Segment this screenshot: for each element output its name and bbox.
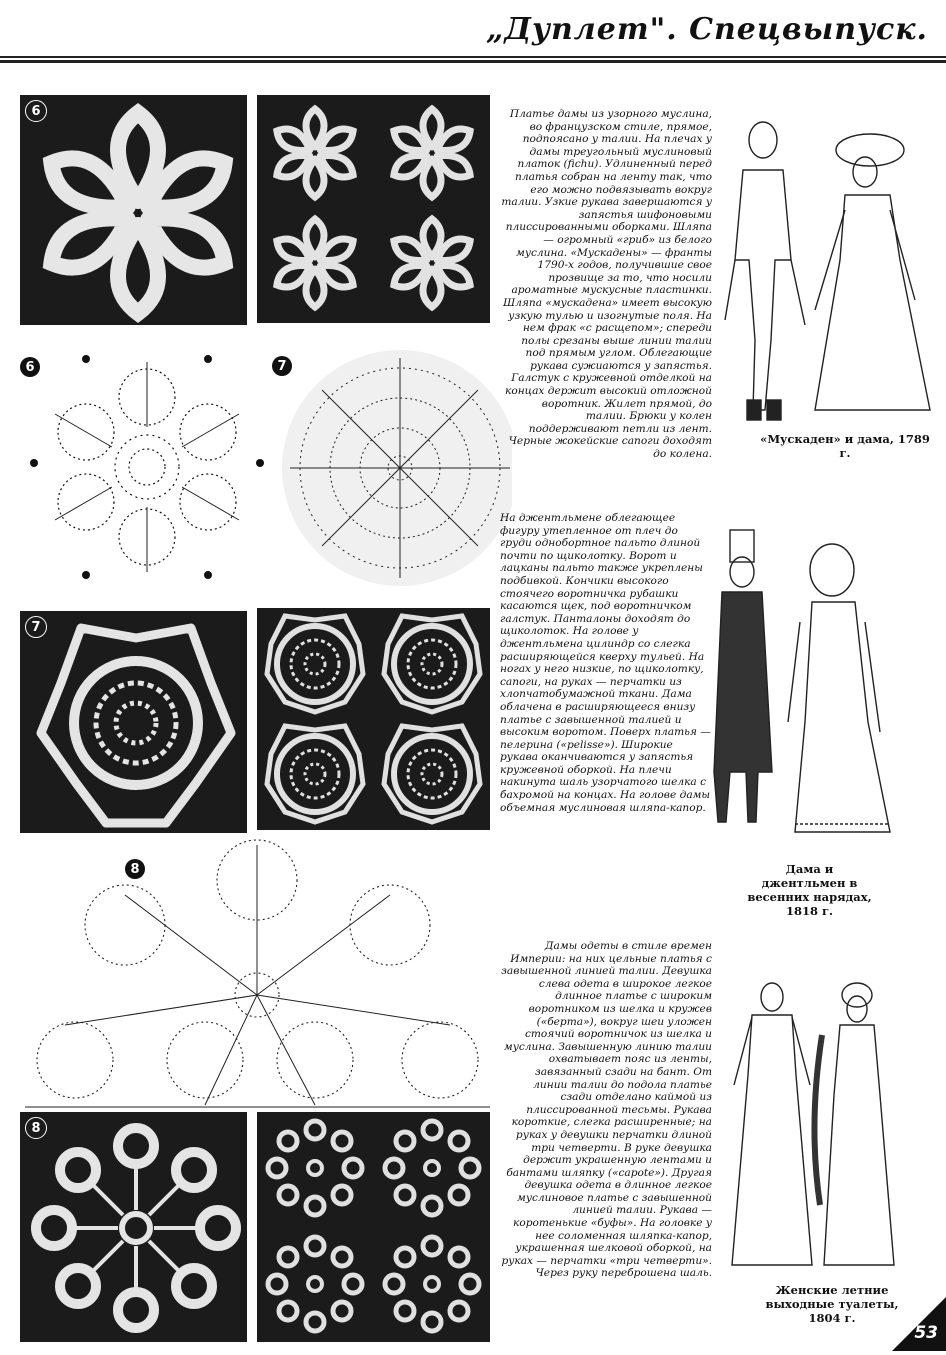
motif-number-badge: 8 (25, 1117, 47, 1139)
description-1818: На джентльмене облегающее фигуру утепленное от плеч до груди однобортное пальто длиной почти по щиколотку. Ворот и лацканы пальто также укреплены подбивкой. Кончики высокого стоячего воротничка рубашки касаются щек, под воротничком галстук. Панталоны доходят до щиколоток. На голове у джентльмена цилиндр со слегка расширяющейся кверху тульей. На ногах у него низкие, по щиколотку, сапоги, на руках — перчатки из хлопчатобумажной ткани. Дама облачена в расширяющееся внизу платье с завышенной талией и высоким воротом. Поверх платья — пелерина («pelisse»). Широкие рукава оканчиваются у запястья кружевной оборкой. На плечи накинута шаль узорчатого шелка с бахромой на концах. На голове дамы объемная муслиновая шляпа-капор. (500, 512, 711, 814)
photo-motif-6-group (257, 95, 490, 323)
motif-8-chart (25, 835, 490, 1110)
motif-7-photo-art (20, 611, 247, 833)
motif-number-badge: 7 (272, 356, 292, 376)
diagram-motif-7 (272, 340, 512, 590)
photo-motif-7-group (257, 608, 490, 830)
motif-7-chart (272, 340, 512, 590)
magazine-title: „Дуплет". Спецвыпуск. (486, 12, 928, 47)
header-rule (0, 56, 946, 58)
motif-6-group-art (257, 95, 490, 323)
photo-motif-8-single (20, 1112, 247, 1342)
motif-8-group-art (257, 1112, 490, 1342)
caption-1789: «Мускаден» и дама, 1789 г. (760, 432, 930, 460)
page-number-corner (892, 1297, 946, 1351)
motif-number-badge: 6 (20, 357, 40, 377)
illustration-gentleman-and-lady (700, 522, 900, 852)
page-number: 53 (914, 1323, 938, 1343)
motif-6-chart (20, 345, 265, 590)
motif-7-group-art (257, 608, 490, 830)
motif-6-photo-art (20, 95, 247, 325)
illustration-summer-dresses (712, 975, 927, 1275)
description-1804: Дамы одеты в стиле времен Империи: на них цельные платья с завышенной линией талии. Девушка слева одета в широкое легкое длинное платье с широким воротником из шелка и кружев («берта»), вокруг шеи уложен стоячий воротничок из шелка и муслина. Завышенную линию талии охватывает пояс из ленты, завязанный сзади на бант. От линии талии до подола платье сзади отделано каймой из плиссированной тесьмы. Рукава короткие, слегка расширенные; на руках у девушки перчатки длиной три четверти. В руке девушка держит украшенную лентами и бантами шляпку («capote»). Другая девушка одета в длинное легкое муслиновое платье с завышенной линией талии. Рукава — коротенькие «буфы». На головке у нее соломенная шляпка-капор, украшенная шелковой оборкой, на руках — перчатки «три четверти». Через руку переброшена шаль. (501, 940, 712, 1280)
motif-number-badge: 8 (125, 859, 145, 879)
motif-8-photo-art (20, 1112, 247, 1342)
figures-1804-art (712, 975, 927, 1275)
motif-number-badge: 7 (25, 616, 47, 638)
photo-motif-7-single (20, 611, 247, 833)
caption-1804: Женские летние выходные туалеты, 1804 г. (765, 1283, 899, 1325)
diagram-motif-8 (25, 835, 490, 1110)
caption-1818: Дама и джентльмен в весенних нарядах, 1818 г. (747, 862, 872, 918)
description-1789: Платье дамы из узорного муслина, во французском стиле, прямое, подпоясано у талии. На плечах у дамы треугольный муслиновый платок (fichu). Удлиненный перед платья собран на ленту так, что его можно подвязывать вокруг талии. Узкие рукава завершаются у запястья шифоновыми плиссированными оборками. Шляпа — огромный «гриб» из белого муслина. «Мускадены» — франты 1790-х годов, получившие свое прозвище за то, что носили ароматные мускусные пластинки. Шляпа «мускадена» имеет высокую узкую тулью и изогнутые поля. На нем фрак «с расщепом»; спереди полы срезаны выше линии талии под прямым углом. Облегающие рукава сужиаются у запястья. Галстук с кружевной отделкой на концах держит высокий отложной воротник. Жилет прямой, до талии. Брюки у колен поддерживают петли из лент. Черные жокейские сапоги доходят до колена. (501, 108, 712, 461)
photo-motif-8-group (257, 1112, 490, 1342)
illustration-muscadin-and-lady (695, 110, 940, 430)
figures-1818-art (700, 522, 900, 852)
photo-motif-6-single (20, 95, 247, 325)
diagram-motif-6 (20, 345, 265, 590)
motif-number-badge: 6 (25, 100, 47, 122)
figures-1789-art (695, 110, 940, 430)
